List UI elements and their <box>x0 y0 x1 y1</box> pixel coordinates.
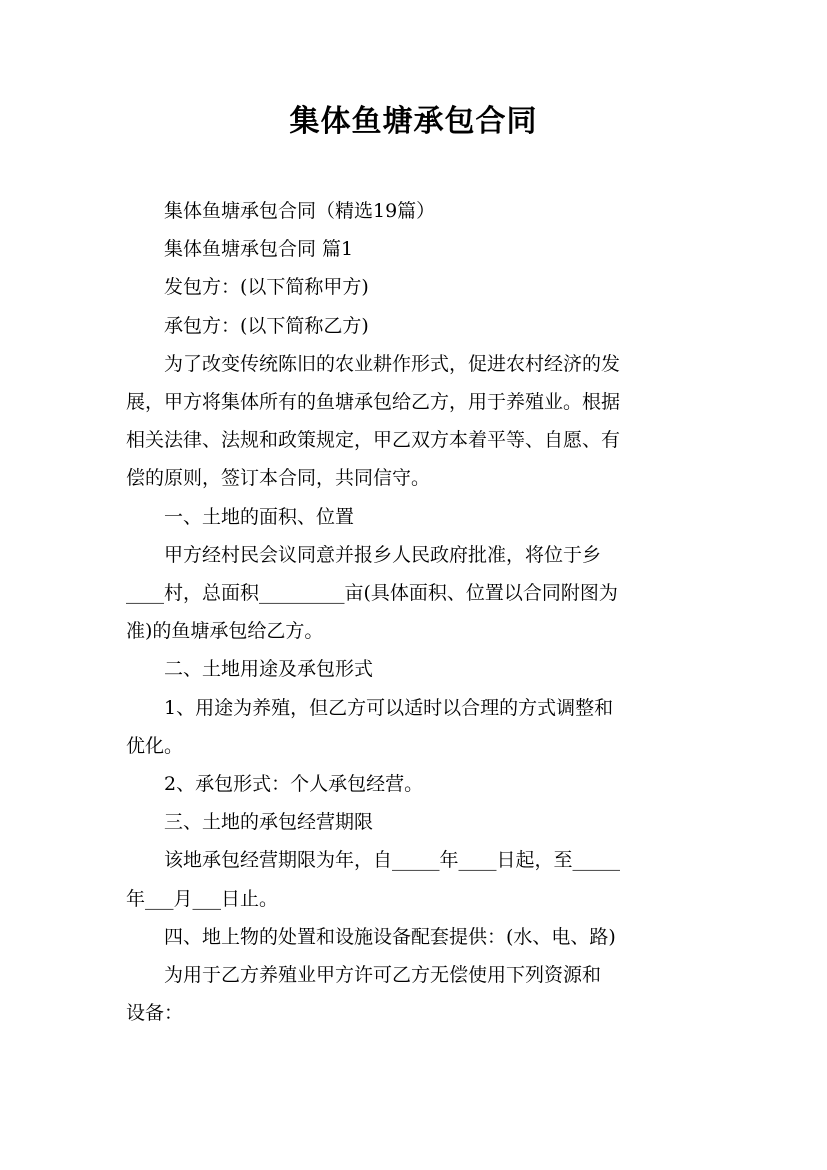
clause-heading: 四、地上物的处置和设施设备配套提供：(水、电、路) <box>164 925 616 948</box>
paragraph-line: 为用于乙方养殖业甲方许可乙方无偿使用下列资源和 <box>164 964 602 987</box>
subtitle-line: 集体鱼塘承包合同（精选19篇） <box>164 200 436 222</box>
document-body <box>126 192 703 1032</box>
clause-heading: 三、土地的承包经营期限 <box>164 811 374 834</box>
paragraph-line: 该地承包经营期限为年，自_____年____日起，至_____ <box>164 849 621 872</box>
paragraph-line: 优化。 <box>126 734 184 757</box>
paragraph-line: 甲方经村民会议同意并报乡人民政府批准，将位于乡 <box>164 543 602 566</box>
clause-heading: 二、土地用途及承包形式 <box>164 658 374 681</box>
clause-heading: 一、土地的面积、位置 <box>164 505 355 528</box>
party-b-line: 承包方：(以下简称乙方) <box>164 314 369 337</box>
paragraph-line: 展，甲方将集体所有的鱼塘承包给乙方，用于养殖业。根据 <box>126 391 621 414</box>
paragraph-line: 2、承包形式：个人承包经营。 <box>164 773 424 796</box>
paragraph-line: 偿的原则，签订本合同，共同信守。 <box>126 467 431 490</box>
party-a-line: 发包方：(以下简称甲方) <box>164 276 369 299</box>
paragraph-line: 相关法律、法规和政策规定，甲乙双方本着平等、自愿、有 <box>126 429 621 452</box>
paragraph-line: 准)的鱼塘承包给乙方。 <box>126 620 324 643</box>
paragraph-line: ____村，总面积_________亩(具体面积、位置以合同附图为 <box>126 582 618 605</box>
paragraph-line: 为了改变传统陈旧的农业耕作形式，促进农村经济的发 <box>164 352 621 375</box>
section-heading: 集体鱼塘承包合同 篇1 <box>164 238 354 261</box>
document-title: 集体鱼塘承包合同 <box>289 104 538 139</box>
paragraph-line: 1、用途为养殖，但乙方可以适时以合理的方式调整和 <box>164 696 614 719</box>
paragraph-line: 年___月___日止。 <box>126 887 279 910</box>
paragraph-line: 设备： <box>126 1002 184 1025</box>
